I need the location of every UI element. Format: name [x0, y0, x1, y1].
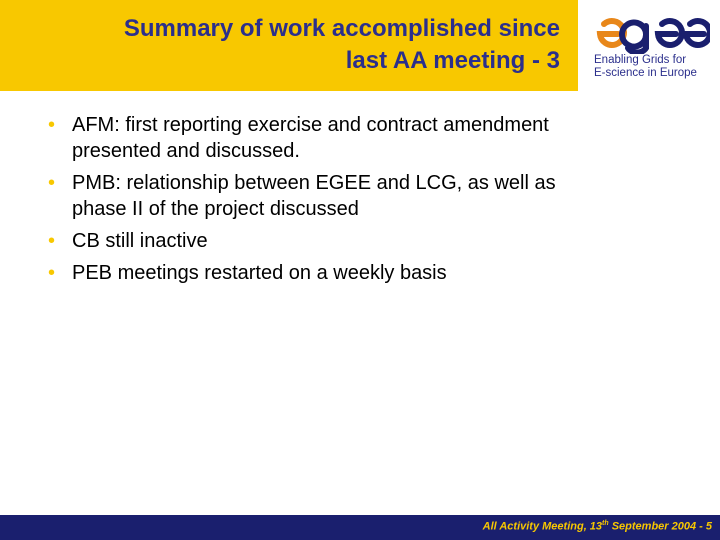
bullet-item	[48, 228, 708, 254]
egee-wordmark-icon	[594, 14, 710, 54]
bullet-dot-icon: •	[48, 262, 56, 284]
bullet-text-line-1: PEB meetings restarted on a weekly basis	[72, 262, 447, 284]
title-band	[0, 0, 578, 91]
egee-logo	[588, 14, 713, 84]
bullet-item	[48, 260, 708, 286]
footer-prefix: All Activity Meeting, 13	[482, 520, 603, 533]
bullet-item	[48, 170, 708, 222]
bullet-text-line-1: PMB: relationship between EGEE and LCG, as well as	[72, 172, 556, 194]
slide-title	[0, 13, 560, 77]
footer-text	[483, 520, 712, 533]
bullet-text-line-2: phase II of the project discussed	[72, 198, 359, 220]
footer-bar	[0, 515, 720, 540]
bullet-text-line-2: presented and discussed.	[72, 140, 300, 162]
bullet-text-line-1: CB still inactive	[72, 230, 208, 252]
logo-tagline-line-2: E-science in Europe	[594, 67, 697, 79]
bullet-item	[48, 112, 708, 164]
bullet-list	[48, 112, 708, 292]
logo-tagline	[594, 54, 714, 80]
footer-suffix: September 2004 - 5	[608, 520, 712, 533]
bullet-text-line-1: AFM: first reporting exercise and contract amendment	[72, 114, 549, 136]
slide-title-line-2: last AA meeting - 3	[345, 47, 560, 74]
bullet-dot-icon: •	[48, 172, 56, 194]
slide-title-line-1: Summary of work accomplished since	[123, 15, 560, 42]
footer-superscript: th	[602, 520, 609, 527]
bullet-dot-icon: •	[48, 114, 56, 136]
logo-tagline-line-1: Enabling Grids for	[594, 54, 687, 66]
bullet-dot-icon: •	[48, 230, 56, 252]
